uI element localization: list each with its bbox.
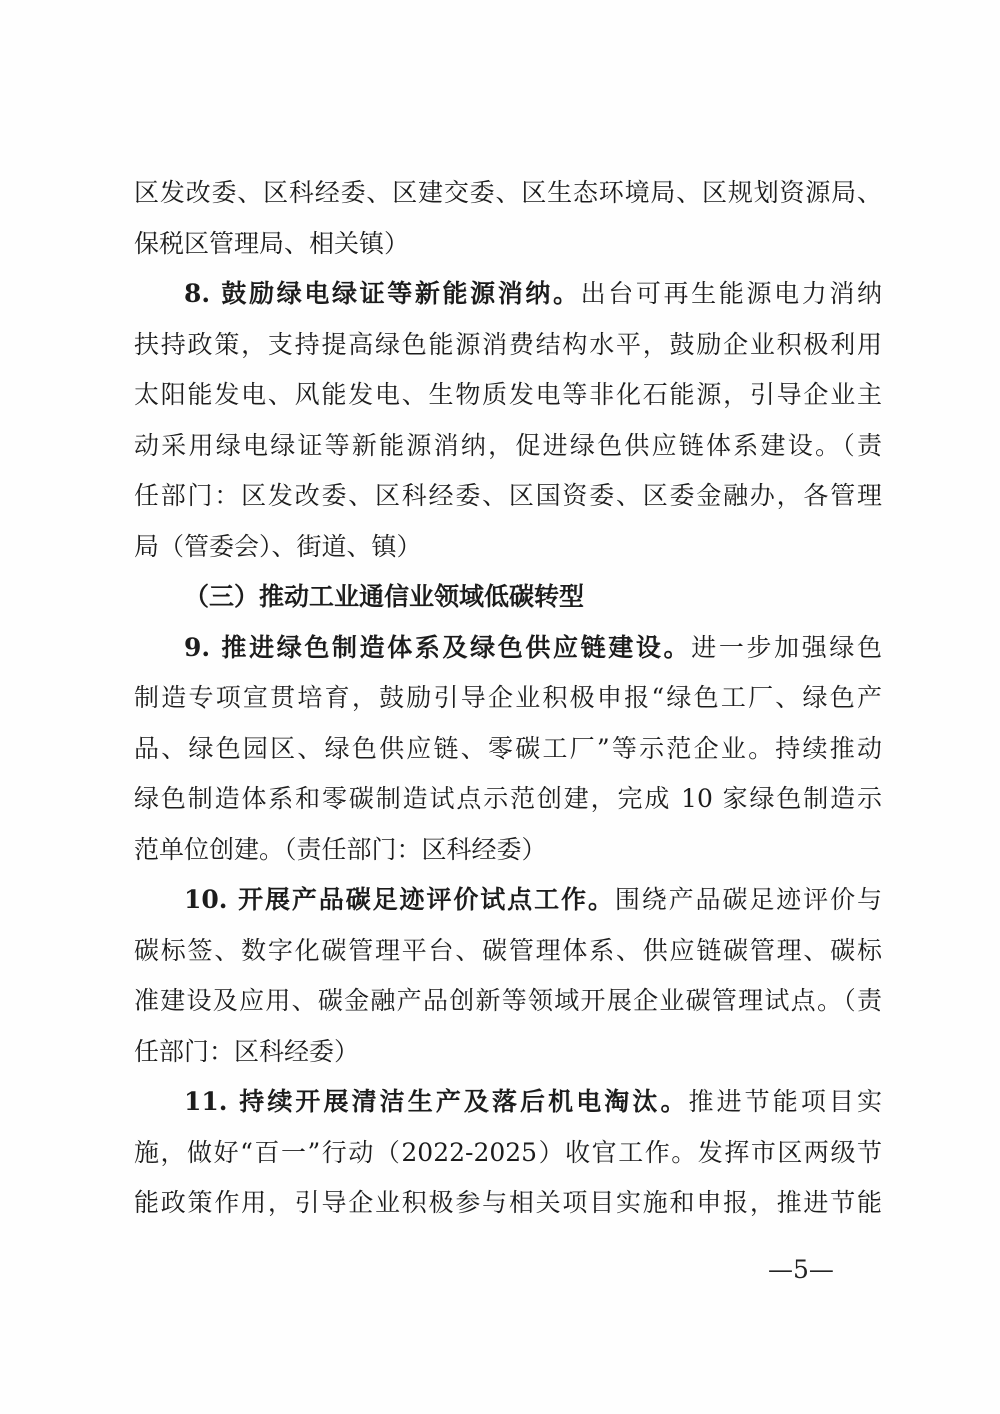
text-line xyxy=(134,168,882,219)
text-line xyxy=(134,522,882,573)
text-run: 准建设及应用、碳金融产品创新等领域开展企业碳管理试点。（责 xyxy=(134,986,882,1015)
text-line xyxy=(134,976,882,1027)
text-run: 能政策作用，引导企业积极参与相关项目实施和申报，推进节能 xyxy=(134,1188,882,1217)
text-line xyxy=(134,219,882,270)
text-run: 动采用绿电绿证等新能源消纳，促进绿色供应链体系建设。（责 xyxy=(134,430,882,460)
text-line xyxy=(134,269,882,320)
bold-text-run: 10. 开展产品碳足迹评价试点工作。 xyxy=(184,885,615,914)
text-line xyxy=(134,421,882,472)
text-run: 太阳能发电、风能发电、生物质发电等非化石能源，引导企业主 xyxy=(134,380,882,409)
text-line xyxy=(134,1027,882,1078)
text-run: 局（管委会）、街道、镇） xyxy=(134,531,422,561)
text-line xyxy=(134,471,882,522)
text-run: 范单位创建。（责任部门：区科经委） xyxy=(134,834,547,864)
bold-text-run: 8. 鼓励绿电绿证等新能源消纳。 xyxy=(184,279,581,308)
text-run: 出台可再生能源电力消纳 xyxy=(580,279,882,308)
bold-text-run: 9. 推进绿色制造体系及绿色供应链建设。 xyxy=(184,632,692,662)
text-run: 绿色制造体系和零碳制造试点示范创建，完成 10 家绿色制造示 xyxy=(134,784,882,813)
text-line xyxy=(134,572,882,623)
text-run: 区发改委、区科经委、区建交委、区生态环境局、区规划资源局、 xyxy=(134,178,882,207)
text-run: 制造专项宣贯培育，鼓励引导企业积极申报“绿色工厂、绿色产 xyxy=(134,683,882,712)
text-line xyxy=(134,724,882,775)
text-line xyxy=(134,1077,882,1128)
text-line xyxy=(134,623,882,674)
text-line xyxy=(134,875,882,926)
text-run: 扶持政策，支持提高绿色能源消费结构水平，鼓励企业积极利用 xyxy=(134,329,882,359)
text-line xyxy=(134,926,882,977)
bold-text-run: 11. 持续开展清洁生产及落后机电淘汰。 xyxy=(184,1087,689,1116)
text-run: 品、绿色园区、绿色供应链、零碳工厂”等示范企业。持续推动 xyxy=(134,733,882,763)
text-run: 任部门：区发改委、区科经委、区国资委、区委金融办，各管理 xyxy=(134,481,882,510)
text-line xyxy=(134,825,882,876)
text-run: 碳标签、数字化碳管理平台、碳管理体系、供应链碳管理、碳标 xyxy=(134,935,882,965)
text-run: 围绕产品碳足迹评价与 xyxy=(614,885,882,914)
text-line xyxy=(134,320,882,371)
document-body xyxy=(134,168,882,1229)
text-run: 进一步加强绿色 xyxy=(691,632,882,662)
text-line xyxy=(134,370,882,421)
text-run: 施，做好“百一”行动（2022-2025）收官工作。发挥市区两级节 xyxy=(134,1137,882,1167)
bold-text-run: （三）推动工业通信业领域低碳转型 xyxy=(184,582,585,611)
text-run: 保税区管理局、相关镇） xyxy=(134,228,410,258)
text-line xyxy=(134,774,882,825)
text-line xyxy=(134,673,882,724)
text-run: 任部门：区科经委） xyxy=(134,1036,360,1066)
page-number: —5— xyxy=(768,1255,834,1284)
text-line xyxy=(134,1128,882,1179)
text-line xyxy=(134,1178,882,1229)
text-run: 推进节能项目实 xyxy=(688,1087,882,1116)
